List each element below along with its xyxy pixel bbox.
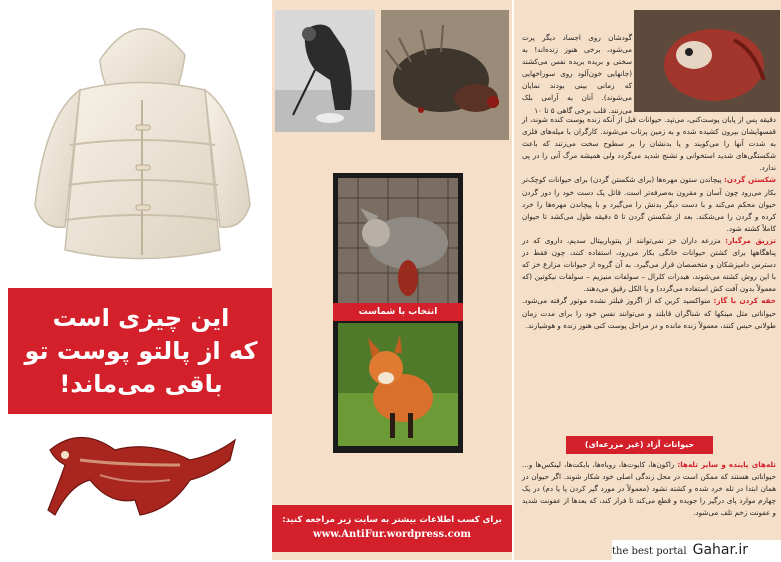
neck-breaking-title: شکستن گردن: xyxy=(724,175,776,185)
neck-breaking-text: پیچاندن ستون مهره‌ها (برای شکستن گردن) برای حیوانات کوچک‌تر بکار می‌رود چون آسان و مقرون به‌صرفه‌تر است. قاتل یک دست خود را دور گردن حیوان محکم می‌کند و با دست دیگر بدنش را می‌گیرد و با پیچاندن مهره‌ها را خرد کرده و گردن را می‌شکند. بعد از شکستن گردن تا ۵ دقیقه طول می‌کشد تا حیوان کاملاً کشته شود. xyxy=(522,175,776,233)
gassing-title: خفه کردن با گاز: xyxy=(713,296,776,306)
traps-text: راکون‌ها، کایوت‌ها، روباه‌ها، بابکت‌ها، لینکس‌ها و... حیواناتی هستند که ممکن است در محل زندگی اصلی خود شکار شوند. اگر حیوان در همان ابتدا در تله خرد شده و کشته نشود (معمولاً در مورد گیر کردن پا یا دم) در یک چهارم موارد پای درگیر را جویده و قطع می‌کند تا فرار کند، که بعدها از عفونت شدید و عفونت زخم تلف می‌شود. xyxy=(522,460,776,518)
watermark-tagline: the best portal xyxy=(612,546,687,557)
caged-fox-photo xyxy=(338,178,458,303)
injection-title: تزریق مرگبار: xyxy=(725,235,776,245)
skinned-carcass-image xyxy=(40,420,240,530)
section-header: حیوانات آزاد (غیر مزرعه‌ای) xyxy=(566,436,713,454)
skinned-animal-photo xyxy=(634,10,780,112)
hunter-photo xyxy=(275,10,375,132)
footer-box xyxy=(272,505,512,552)
headline-box xyxy=(8,288,274,414)
fur-jacket-image xyxy=(20,5,260,270)
red-fox-photo xyxy=(338,323,458,446)
footer-url-link[interactable]: www.AntiFur.wordpress.com xyxy=(312,529,472,540)
injection-text: مزرعه داران خز نمی‌توانند از پنتوباربیتال سدیم، داروی که در پناهگاهها برای کشتن حیوانات خانگی بکار می‌رود، استفاده کنند، چون فقط در دسترس دامپزشکان و متخصصان قرار می‌گیرد. به آن گروه از حیوانات مزارع خز که با این روش کشته می‌شوند، هیدرات کلرال – سولفات منیزیم – سولفات نیکوتین (که معمولاً بدون آفت کش استفاده می‌گردد) و یا الکل رقیق می‌دهند. xyxy=(522,235,776,294)
watermark xyxy=(612,540,781,560)
article-body xyxy=(522,114,776,332)
traps-title: تله‌های پاینده و سایر تله‌ها: xyxy=(677,460,776,469)
paragraph-1: دقیقه پس از پایان پوست‌کنی، می‌تپد. حیوانات قبل از آنکه زنده پوست کنده شوند، از قفسهایشان بیرون کشیده شده و به زمین پرتاب می‌شوند. کارگران با میله‌های فلزی به شدت آنها را می‌کوبند و یا بدنشان را بر سطوح سخت می‌زنند که باعث شکستگی‌های شدید استخوانی و تشنج شدید می‌گردد ولی همیشه مرگ آنی را در پی ندارد. xyxy=(522,115,776,173)
injured-animal-photo xyxy=(381,10,509,140)
footer-text: برای کسب اطلاعات بیشتر به سایت زیر مراجعه کنید: xyxy=(282,515,502,525)
headline-line-2: که از پالتو پوست تو xyxy=(24,337,258,365)
gassing-text: منواکسید کربن که از اگزوز فیلتر نشده موتور گرفته می‌شود. حیواناتی مثل مینکها که شناگران قابلند و می‌توانند نفس خود را برای مدت زمان طولانی حبس کنند، معمولاً زنده مانده و در مراحل پوست کنی هنوز زنده و هوشیارند. xyxy=(522,296,776,330)
watermark-site: Gahar.ir xyxy=(692,542,749,558)
choice-label: انتخاب با شماست xyxy=(333,303,463,321)
intro-text: گودشان روی اجساد دیگر پرت می‌شود، برخی هنوز زنده‌اند! به سختی و بریده بریده نفس می‌کشند (جانهایی خون‌آلود روی سوراخهایی که زمانی بینی بودند نمایان می‌شوند). آنان به آرامی بلک می‌زنند. قلب برخی گاهی ۵ تا ۱۰ xyxy=(522,33,632,115)
traps-body xyxy=(522,459,776,519)
headline-line-1: این چیزی است xyxy=(52,304,230,332)
headline-line-3: باقی می‌ماند! xyxy=(59,370,223,398)
